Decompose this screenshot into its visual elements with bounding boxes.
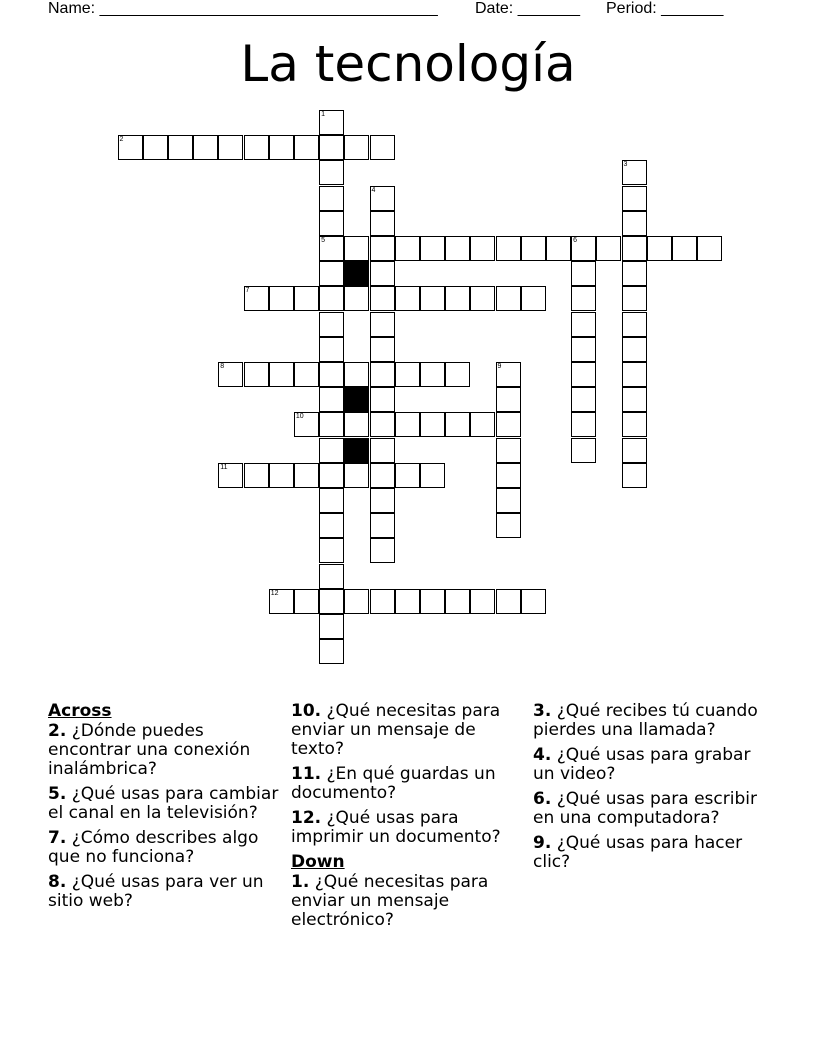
grid-cell[interactable] bbox=[546, 236, 571, 261]
clue-number: 11 bbox=[220, 463, 228, 471]
grid-cell[interactable] bbox=[622, 261, 647, 286]
grid-cell[interactable] bbox=[319, 286, 344, 311]
grid-cell[interactable] bbox=[622, 387, 647, 412]
grid-cell[interactable] bbox=[193, 135, 218, 160]
grid-cell[interactable] bbox=[344, 135, 369, 160]
period-field[interactable]: Period: _______ bbox=[606, 0, 724, 17]
grid-cell[interactable] bbox=[470, 589, 495, 614]
clue-text: ¿En qué guardas un documento? bbox=[291, 764, 496, 803]
clue-number: 3. bbox=[533, 701, 552, 721]
grid-cell[interactable] bbox=[370, 312, 395, 337]
grid-cell[interactable] bbox=[496, 513, 521, 538]
grid-cell[interactable] bbox=[571, 387, 596, 412]
clue-number: 2 bbox=[119, 136, 124, 144]
clue-number: 8 bbox=[220, 363, 225, 370]
clue-across-11 bbox=[291, 765, 526, 803]
grid-cell[interactable] bbox=[596, 236, 621, 261]
grid-cell[interactable] bbox=[344, 362, 369, 387]
grid-cell[interactable] bbox=[445, 412, 470, 437]
grid-cell[interactable] bbox=[420, 589, 445, 614]
grid-cell[interactable] bbox=[496, 463, 521, 488]
grid-cell[interactable] bbox=[395, 362, 420, 387]
grid-cell[interactable] bbox=[370, 135, 395, 160]
clue-across-7 bbox=[48, 829, 283, 867]
grid-cell[interactable] bbox=[269, 135, 294, 160]
grid-cell[interactable] bbox=[294, 463, 319, 488]
clue-number: 7. bbox=[48, 828, 67, 848]
across-heading: Across bbox=[48, 701, 112, 721]
grid-cell[interactable] bbox=[319, 312, 344, 337]
grid-cell[interactable] bbox=[319, 463, 344, 488]
grid-cell[interactable] bbox=[319, 337, 344, 362]
grid-cell[interactable] bbox=[168, 135, 193, 160]
grid-cell[interactable] bbox=[647, 236, 672, 261]
grid-cell[interactable] bbox=[269, 286, 294, 311]
grid-cell[interactable] bbox=[344, 412, 369, 437]
clue-number: 12 bbox=[270, 589, 279, 597]
grid-cell[interactable] bbox=[218, 135, 243, 160]
grid-cell[interactable] bbox=[370, 186, 395, 211]
grid-cell[interactable] bbox=[622, 337, 647, 362]
grid-cell[interactable] bbox=[521, 589, 546, 614]
grid-cell[interactable] bbox=[445, 236, 470, 261]
grid-cell[interactable] bbox=[622, 463, 647, 488]
clue-number: 6. bbox=[533, 789, 552, 809]
grid-cell[interactable] bbox=[445, 362, 470, 387]
grid-cell[interactable] bbox=[244, 135, 269, 160]
grid-cell[interactable] bbox=[319, 564, 344, 589]
grid-cell[interactable] bbox=[370, 337, 395, 362]
black-square bbox=[344, 261, 369, 286]
clue-across-12 bbox=[291, 809, 526, 847]
grid-cell[interactable] bbox=[521, 286, 546, 311]
clue-number: 5 bbox=[321, 237, 325, 244]
grid-cell[interactable] bbox=[521, 236, 546, 261]
grid-cell[interactable] bbox=[319, 614, 344, 639]
clue-down-1 bbox=[291, 873, 526, 930]
grid-cell[interactable] bbox=[319, 135, 344, 160]
grid-cell[interactable] bbox=[319, 538, 344, 563]
grid-cell[interactable] bbox=[269, 463, 294, 488]
clue-text: ¿Qué usas para escribir en una computadora? bbox=[533, 789, 757, 828]
down-heading: Down bbox=[291, 852, 345, 872]
clue-across-2 bbox=[48, 722, 283, 779]
clue-text: ¿Qué usas para imprimir un documento? bbox=[291, 808, 501, 847]
clue-number: 1 bbox=[321, 111, 325, 118]
date-field[interactable]: Date: _______ bbox=[475, 0, 580, 17]
grid-cell[interactable] bbox=[622, 412, 647, 437]
grid-cell[interactable] bbox=[370, 463, 395, 488]
name-field[interactable]: Name: ______________________________________ bbox=[48, 0, 438, 17]
grid-cell[interactable] bbox=[496, 236, 521, 261]
grid-cell[interactable] bbox=[470, 286, 495, 311]
black-square bbox=[344, 387, 369, 412]
clue-number: 12. bbox=[291, 808, 322, 828]
grid-cell[interactable] bbox=[269, 362, 294, 387]
grid-cell[interactable] bbox=[395, 236, 420, 261]
clue-text: ¿Qué necesitas para enviar un mensaje de texto? bbox=[291, 701, 501, 759]
grid-cell[interactable] bbox=[571, 337, 596, 362]
grid-cell[interactable] bbox=[395, 589, 420, 614]
grid-cell[interactable] bbox=[319, 513, 344, 538]
grid-cell[interactable] bbox=[470, 236, 495, 261]
clue-text: ¿Qué recibes tú cuando pierdes una llamada? bbox=[533, 701, 758, 740]
grid-cell[interactable] bbox=[395, 286, 420, 311]
clue-text: ¿Qué usas para hacer clic? bbox=[533, 833, 743, 872]
grid-cell[interactable] bbox=[622, 438, 647, 463]
grid-cell[interactable] bbox=[496, 488, 521, 513]
grid-cell[interactable] bbox=[143, 135, 168, 160]
clue-number: 4. bbox=[533, 745, 552, 765]
grid-cell[interactable] bbox=[319, 160, 344, 185]
grid-cell[interactable] bbox=[622, 211, 647, 236]
grid-cell[interactable] bbox=[319, 261, 344, 286]
clue-down-3 bbox=[533, 702, 768, 740]
clues-column-2 bbox=[291, 702, 526, 936]
grid-cell[interactable] bbox=[370, 362, 395, 387]
grid-cell[interactable] bbox=[319, 387, 344, 412]
grid-cell[interactable] bbox=[420, 412, 445, 437]
grid-cell[interactable] bbox=[344, 463, 369, 488]
grid-cell[interactable] bbox=[571, 362, 596, 387]
grid-cell[interactable] bbox=[571, 438, 596, 463]
grid-cell[interactable] bbox=[244, 362, 269, 387]
grid-cell[interactable] bbox=[319, 362, 344, 387]
grid-cell[interactable] bbox=[319, 186, 344, 211]
grid-cell[interactable] bbox=[294, 412, 319, 437]
clue-across-10 bbox=[291, 702, 526, 759]
clue-number: 4 bbox=[371, 186, 376, 194]
clue-number: 9. bbox=[533, 833, 552, 853]
clue-down-6 bbox=[533, 790, 768, 828]
clue-number: 6 bbox=[573, 237, 577, 244]
grid-cell[interactable] bbox=[370, 438, 395, 463]
grid-cell[interactable] bbox=[370, 589, 395, 614]
grid-cell[interactable] bbox=[496, 362, 521, 387]
clue-number: 2. bbox=[48, 721, 67, 741]
clue-down-9 bbox=[533, 834, 768, 872]
grid-cell[interactable] bbox=[294, 589, 319, 614]
grid-cell[interactable] bbox=[445, 589, 470, 614]
grid-cell[interactable] bbox=[319, 110, 344, 135]
grid-cell[interactable] bbox=[697, 236, 722, 261]
grid-cell[interactable] bbox=[571, 286, 596, 311]
grid-cell[interactable] bbox=[496, 387, 521, 412]
grid-cell[interactable] bbox=[496, 438, 521, 463]
grid-cell[interactable] bbox=[370, 412, 395, 437]
clue-text: ¿Qué usas para cambiar el canal en la televisión? bbox=[48, 784, 279, 823]
grid-cell[interactable] bbox=[370, 513, 395, 538]
grid-cell[interactable] bbox=[370, 286, 395, 311]
clue-number: 10. bbox=[291, 701, 322, 721]
grid-cell[interactable] bbox=[319, 412, 344, 437]
clue-number: 7 bbox=[245, 287, 250, 295]
grid-cell[interactable] bbox=[370, 261, 395, 286]
grid-cell[interactable] bbox=[622, 312, 647, 337]
grid-cell[interactable] bbox=[269, 589, 294, 614]
grid-cell[interactable] bbox=[319, 639, 344, 664]
clue-down-4 bbox=[533, 746, 768, 784]
grid-cell[interactable] bbox=[319, 488, 344, 513]
clue-number: 11. bbox=[291, 764, 322, 784]
grid-cell[interactable] bbox=[470, 412, 495, 437]
clue-number: 3 bbox=[623, 161, 628, 169]
grid-cell[interactable] bbox=[420, 236, 445, 261]
grid-cell[interactable] bbox=[319, 438, 344, 463]
grid-cell[interactable] bbox=[294, 362, 319, 387]
grid-cell[interactable] bbox=[319, 211, 344, 236]
clue-number: 8. bbox=[48, 872, 67, 892]
grid-cell[interactable] bbox=[294, 286, 319, 311]
grid-cell[interactable] bbox=[571, 412, 596, 437]
grid-cell[interactable] bbox=[672, 236, 697, 261]
grid-cell[interactable] bbox=[370, 538, 395, 563]
grid-cell[interactable] bbox=[218, 362, 243, 387]
grid-cell[interactable] bbox=[622, 286, 647, 311]
grid-cell[interactable] bbox=[370, 211, 395, 236]
grid-cell[interactable] bbox=[244, 463, 269, 488]
clue-text: ¿Cómo describes algo que no funciona? bbox=[48, 828, 259, 867]
clue-number: 5. bbox=[48, 784, 67, 804]
puzzle-title: La tecnología bbox=[240, 35, 576, 93]
grid-cell[interactable] bbox=[344, 236, 369, 261]
grid-cell[interactable] bbox=[395, 463, 420, 488]
grid-cell[interactable] bbox=[622, 186, 647, 211]
grid-cell[interactable] bbox=[420, 362, 445, 387]
clues-column-3 bbox=[533, 702, 768, 878]
clue-number: 1. bbox=[291, 872, 310, 892]
clue-number: 10 bbox=[295, 413, 304, 421]
clue-across-5 bbox=[48, 785, 283, 823]
grid-cell[interactable] bbox=[344, 589, 369, 614]
grid-cell[interactable] bbox=[496, 589, 521, 614]
grid-cell[interactable] bbox=[420, 463, 445, 488]
clue-text: ¿Qué usas para ver un sitio web? bbox=[48, 872, 264, 911]
clue-text: ¿Qué usas para grabar un video? bbox=[533, 745, 751, 784]
clue-across-8 bbox=[48, 873, 283, 911]
grid-cell[interactable] bbox=[370, 236, 395, 261]
grid-cell[interactable] bbox=[319, 589, 344, 614]
grid-cell[interactable] bbox=[622, 160, 647, 185]
grid-cell[interactable] bbox=[118, 135, 143, 160]
grid-cell[interactable] bbox=[496, 412, 521, 437]
grid-cell[interactable] bbox=[622, 236, 647, 261]
grid-cell[interactable] bbox=[622, 362, 647, 387]
grid-cell[interactable] bbox=[319, 236, 344, 261]
grid-cell[interactable] bbox=[445, 286, 470, 311]
grid-cell[interactable] bbox=[294, 135, 319, 160]
black-square bbox=[344, 438, 369, 463]
grid-cell[interactable] bbox=[370, 488, 395, 513]
grid-cell[interactable] bbox=[571, 236, 596, 261]
grid-cell[interactable] bbox=[571, 312, 596, 337]
grid-cell[interactable] bbox=[395, 412, 420, 437]
grid-cell[interactable] bbox=[420, 286, 445, 311]
clue-number: 9 bbox=[497, 363, 502, 370]
grid-cell[interactable] bbox=[344, 286, 369, 311]
grid-cell[interactable] bbox=[244, 286, 269, 311]
grid-cell[interactable] bbox=[370, 387, 395, 412]
clue-text: ¿Qué necesitas para enviar un mensaje electrónico? bbox=[291, 872, 489, 930]
clues-column-1 bbox=[48, 702, 283, 917]
clue-text: ¿Dónde puedes encontrar una conexión inalámbrica? bbox=[48, 721, 251, 779]
grid-cell[interactable] bbox=[218, 463, 243, 488]
grid-cell[interactable] bbox=[571, 261, 596, 286]
grid-cell[interactable] bbox=[496, 286, 521, 311]
